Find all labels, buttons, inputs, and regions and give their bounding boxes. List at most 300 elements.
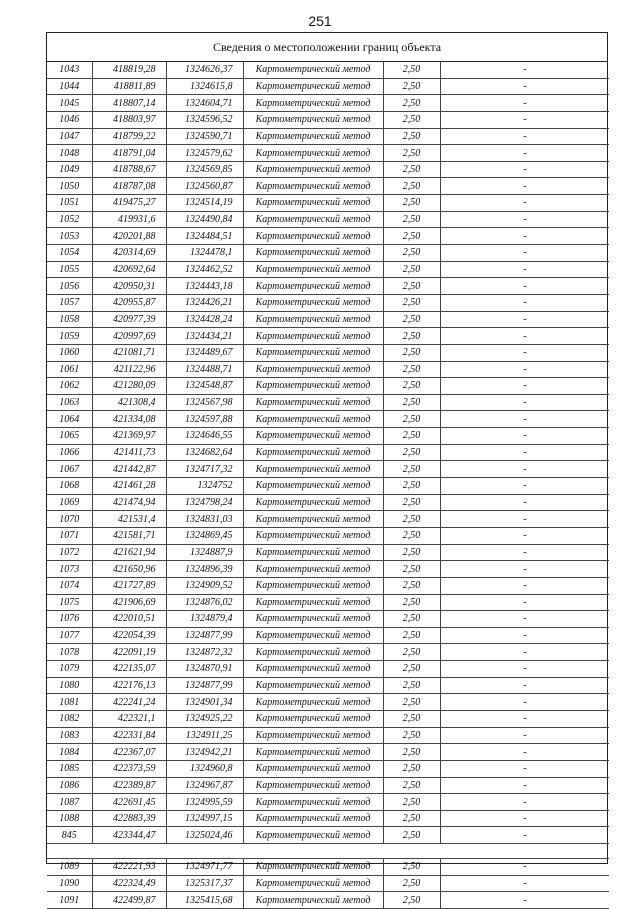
- precision-cell: 2,50: [383, 361, 440, 378]
- description-cell: -: [440, 494, 609, 511]
- precision-cell: 2,50: [383, 694, 440, 711]
- table-row: [47, 361, 609, 378]
- description-cell: -: [440, 627, 609, 644]
- method-cell: Картометрический метод: [243, 892, 383, 909]
- point-number-cell: 1065: [47, 428, 92, 445]
- description-cell: -: [440, 644, 609, 661]
- method-cell: Картометрический метод: [243, 278, 383, 295]
- description-cell: -: [440, 810, 609, 827]
- y-coordinate-cell: 1325024,46: [166, 827, 243, 844]
- point-number-cell: 1083: [47, 727, 92, 744]
- point-number-cell: 1045: [47, 95, 92, 112]
- point-number-cell: 1081: [47, 694, 92, 711]
- precision-cell: 2,50: [383, 95, 440, 112]
- description-cell: -: [440, 394, 609, 411]
- point-number-cell: 845: [47, 827, 92, 844]
- point-number-cell: 1057: [47, 294, 92, 311]
- description-cell: -: [440, 777, 609, 794]
- method-cell: Картометрический метод: [243, 78, 383, 95]
- precision-cell: 2,50: [383, 527, 440, 544]
- method-cell: Картометрический метод: [243, 694, 383, 711]
- description-cell: -: [440, 195, 609, 212]
- y-coordinate-cell: 1324831,03: [166, 511, 243, 528]
- description-cell: -: [440, 511, 609, 528]
- table-row: [47, 777, 609, 794]
- y-coordinate-cell: 1324615,8: [166, 78, 243, 95]
- precision-cell: 2,50: [383, 461, 440, 478]
- method-cell: Картометрический метод: [243, 859, 383, 876]
- table-row: [47, 311, 609, 328]
- x-coordinate-cell: 422054,39: [92, 627, 166, 644]
- description-cell: -: [440, 727, 609, 744]
- method-cell: Картометрический метод: [243, 727, 383, 744]
- point-number-cell: 1044: [47, 78, 92, 95]
- table-row: [47, 760, 609, 777]
- method-cell: Картометрический метод: [243, 611, 383, 628]
- y-coordinate-cell: 1324478,1: [166, 245, 243, 262]
- coordinates-table-body: [47, 62, 609, 909]
- x-coordinate-cell: 421581,71: [92, 527, 166, 544]
- y-coordinate-cell: 1324872,32: [166, 644, 243, 661]
- description-cell: -: [440, 527, 609, 544]
- table-row: [47, 627, 609, 644]
- description-cell: -: [440, 661, 609, 678]
- method-cell: Картометрический метод: [243, 245, 383, 262]
- x-coordinate-cell: 418819,28: [92, 62, 166, 78]
- precision-cell: 2,50: [383, 611, 440, 628]
- point-number-cell: 1051: [47, 195, 92, 212]
- gap-cell: [47, 844, 609, 859]
- y-coordinate-cell: 1324911,25: [166, 727, 243, 744]
- x-coordinate-cell: 422883,39: [92, 810, 166, 827]
- method-cell: Картометрический метод: [243, 95, 383, 112]
- y-coordinate-cell: 1324569,85: [166, 161, 243, 178]
- table-row: [47, 62, 609, 78]
- precision-cell: 2,50: [383, 411, 440, 428]
- precision-cell: 2,50: [383, 444, 440, 461]
- description-cell: -: [440, 111, 609, 128]
- table-row: [47, 111, 609, 128]
- y-coordinate-cell: 1324597,88: [166, 411, 243, 428]
- x-coordinate-cell: 418799,22: [92, 128, 166, 145]
- y-coordinate-cell: 1324870,91: [166, 661, 243, 678]
- method-cell: Картометрический метод: [243, 494, 383, 511]
- point-number-cell: 1073: [47, 561, 92, 578]
- y-coordinate-cell: 1324590,71: [166, 128, 243, 145]
- precision-cell: 2,50: [383, 394, 440, 411]
- precision-cell: 2,50: [383, 661, 440, 678]
- method-cell: Картометрический метод: [243, 644, 383, 661]
- y-coordinate-cell: 1324960,8: [166, 760, 243, 777]
- description-cell: -: [440, 78, 609, 95]
- precision-cell: 2,50: [383, 727, 440, 744]
- description-cell: -: [440, 710, 609, 727]
- method-cell: Картометрический метод: [243, 344, 383, 361]
- table-gap-row: [47, 844, 609, 859]
- y-coordinate-cell: 1324426,21: [166, 294, 243, 311]
- precision-cell: 2,50: [383, 62, 440, 78]
- precision-cell: 2,50: [383, 875, 440, 892]
- x-coordinate-cell: 421334,08: [92, 411, 166, 428]
- x-coordinate-cell: 418807,14: [92, 95, 166, 112]
- method-cell: Картометрический метод: [243, 875, 383, 892]
- x-coordinate-cell: 418787,08: [92, 178, 166, 195]
- point-number-cell: 1071: [47, 527, 92, 544]
- x-coordinate-cell: 420997,69: [92, 328, 166, 345]
- description-cell: -: [440, 95, 609, 112]
- precision-cell: 2,50: [383, 892, 440, 909]
- table-row: [47, 859, 609, 876]
- point-number-cell: 1063: [47, 394, 92, 411]
- precision-cell: 2,50: [383, 594, 440, 611]
- method-cell: Картометрический метод: [243, 62, 383, 78]
- y-coordinate-cell: 1324798,24: [166, 494, 243, 511]
- precision-cell: 2,50: [383, 294, 440, 311]
- table-row: [47, 378, 609, 395]
- table-row: [47, 661, 609, 678]
- x-coordinate-cell: 420201,88: [92, 228, 166, 245]
- table-row: [47, 178, 609, 195]
- x-coordinate-cell: 421369,97: [92, 428, 166, 445]
- table-row: [47, 611, 609, 628]
- point-number-cell: 1069: [47, 494, 92, 511]
- x-coordinate-cell: 420314,69: [92, 245, 166, 262]
- precision-cell: 2,50: [383, 810, 440, 827]
- point-number-cell: 1068: [47, 478, 92, 495]
- point-number-cell: 1062: [47, 378, 92, 395]
- table-row: [47, 211, 609, 228]
- method-cell: Картометрический метод: [243, 810, 383, 827]
- point-number-cell: 1074: [47, 577, 92, 594]
- description-cell: -: [440, 461, 609, 478]
- description-cell: -: [440, 892, 609, 909]
- description-cell: -: [440, 128, 609, 145]
- y-coordinate-cell: 1324488,71: [166, 361, 243, 378]
- method-cell: Картометрический метод: [243, 794, 383, 811]
- precision-cell: 2,50: [383, 78, 440, 95]
- x-coordinate-cell: 423344,47: [92, 827, 166, 844]
- x-coordinate-cell: 421461,28: [92, 478, 166, 495]
- table-row: [47, 744, 609, 761]
- x-coordinate-cell: 420955,87: [92, 294, 166, 311]
- table-row: [47, 95, 609, 112]
- precision-cell: 2,50: [383, 344, 440, 361]
- description-cell: -: [440, 361, 609, 378]
- point-number-cell: 1049: [47, 161, 92, 178]
- table-row: [47, 694, 609, 711]
- x-coordinate-cell: 421621,94: [92, 544, 166, 561]
- x-coordinate-cell: 421308,4: [92, 394, 166, 411]
- table-row: [47, 461, 609, 478]
- method-cell: Картометрический метод: [243, 294, 383, 311]
- x-coordinate-cell: 421411,73: [92, 444, 166, 461]
- table-row: [47, 128, 609, 145]
- description-cell: -: [440, 378, 609, 395]
- point-number-cell: 1043: [47, 62, 92, 78]
- point-number-cell: 1087: [47, 794, 92, 811]
- x-coordinate-cell: 421474,94: [92, 494, 166, 511]
- point-number-cell: 1054: [47, 245, 92, 262]
- y-coordinate-cell: 1324876,02: [166, 594, 243, 611]
- precision-cell: 2,50: [383, 111, 440, 128]
- y-coordinate-cell: 1324626,37: [166, 62, 243, 78]
- description-cell: -: [440, 145, 609, 162]
- precision-cell: 2,50: [383, 261, 440, 278]
- y-coordinate-cell: 1324997,15: [166, 810, 243, 827]
- method-cell: Картометрический метод: [243, 128, 383, 145]
- point-number-cell: 1048: [47, 145, 92, 162]
- precision-cell: 2,50: [383, 494, 440, 511]
- table-row: [47, 411, 609, 428]
- method-cell: Картометрический метод: [243, 228, 383, 245]
- y-coordinate-cell: 1324434,21: [166, 328, 243, 345]
- precision-cell: 2,50: [383, 561, 440, 578]
- x-coordinate-cell: 420950,31: [92, 278, 166, 295]
- description-cell: -: [440, 161, 609, 178]
- description-cell: -: [440, 344, 609, 361]
- y-coordinate-cell: 1324443,18: [166, 278, 243, 295]
- method-cell: Картометрический метод: [243, 760, 383, 777]
- x-coordinate-cell: 419931,6: [92, 211, 166, 228]
- coordinates-table: [47, 62, 609, 909]
- y-coordinate-cell: 1324909,52: [166, 577, 243, 594]
- x-coordinate-cell: 421906,69: [92, 594, 166, 611]
- point-number-cell: 1082: [47, 710, 92, 727]
- y-coordinate-cell: 1324967,87: [166, 777, 243, 794]
- description-cell: -: [440, 245, 609, 262]
- method-cell: Картометрический метод: [243, 577, 383, 594]
- x-coordinate-cell: 422010,51: [92, 611, 166, 628]
- precision-cell: 2,50: [383, 511, 440, 528]
- x-coordinate-cell: 421531,4: [92, 511, 166, 528]
- precision-cell: 2,50: [383, 627, 440, 644]
- point-number-cell: 1066: [47, 444, 92, 461]
- description-cell: -: [440, 328, 609, 345]
- precision-cell: 2,50: [383, 311, 440, 328]
- method-cell: Картометрический метод: [243, 311, 383, 328]
- table-title: Сведения о местоположении границ объекта: [47, 33, 607, 62]
- table-row: [47, 344, 609, 361]
- precision-cell: 2,50: [383, 228, 440, 245]
- description-cell: -: [440, 794, 609, 811]
- method-cell: Картометрический метод: [243, 328, 383, 345]
- method-cell: Картометрический метод: [243, 178, 383, 195]
- x-coordinate-cell: 421442,87: [92, 461, 166, 478]
- method-cell: Картометрический метод: [243, 744, 383, 761]
- method-cell: Картометрический метод: [243, 161, 383, 178]
- x-coordinate-cell: 422331,84: [92, 727, 166, 744]
- method-cell: Картометрический метод: [243, 511, 383, 528]
- x-coordinate-cell: 419475,27: [92, 195, 166, 212]
- y-coordinate-cell: 1324462,52: [166, 261, 243, 278]
- x-coordinate-cell: 422221,93: [92, 859, 166, 876]
- method-cell: Картометрический метод: [243, 677, 383, 694]
- method-cell: Картометрический метод: [243, 378, 383, 395]
- description-cell: -: [440, 211, 609, 228]
- y-coordinate-cell: 1324879,4: [166, 611, 243, 628]
- point-number-cell: 1046: [47, 111, 92, 128]
- point-number-cell: 1077: [47, 627, 92, 644]
- table-row: [47, 394, 609, 411]
- y-coordinate-cell: 1325415,68: [166, 892, 243, 909]
- description-cell: -: [440, 478, 609, 495]
- description-cell: -: [440, 411, 609, 428]
- x-coordinate-cell: 421727,89: [92, 577, 166, 594]
- precision-cell: 2,50: [383, 161, 440, 178]
- table-row: [47, 511, 609, 528]
- precision-cell: 2,50: [383, 827, 440, 844]
- y-coordinate-cell: 1324717,32: [166, 461, 243, 478]
- description-cell: -: [440, 611, 609, 628]
- point-number-cell: 1086: [47, 777, 92, 794]
- y-coordinate-cell: 1324752: [166, 478, 243, 495]
- x-coordinate-cell: 422691,45: [92, 794, 166, 811]
- point-number-cell: 1056: [47, 278, 92, 295]
- precision-cell: 2,50: [383, 478, 440, 495]
- y-coordinate-cell: 1324877,99: [166, 627, 243, 644]
- description-cell: -: [440, 859, 609, 876]
- table-row: [47, 278, 609, 295]
- description-cell: -: [440, 875, 609, 892]
- y-coordinate-cell: 1324901,34: [166, 694, 243, 711]
- precision-cell: 2,50: [383, 245, 440, 262]
- precision-cell: 2,50: [383, 378, 440, 395]
- table-row: [47, 294, 609, 311]
- y-coordinate-cell: 1324682,64: [166, 444, 243, 461]
- method-cell: Картометрический метод: [243, 627, 383, 644]
- table-row: [47, 228, 609, 245]
- table-row: [47, 810, 609, 827]
- method-cell: Картометрический метод: [243, 710, 383, 727]
- precision-cell: 2,50: [383, 544, 440, 561]
- precision-cell: 2,50: [383, 644, 440, 661]
- point-number-cell: 1059: [47, 328, 92, 345]
- x-coordinate-cell: 421081,71: [92, 344, 166, 361]
- point-number-cell: 1084: [47, 744, 92, 761]
- x-coordinate-cell: 422324,49: [92, 875, 166, 892]
- table-row: [47, 428, 609, 445]
- point-number-cell: 1067: [47, 461, 92, 478]
- x-coordinate-cell: 421650,96: [92, 561, 166, 578]
- x-coordinate-cell: 418811,89: [92, 78, 166, 95]
- point-number-cell: 1079: [47, 661, 92, 678]
- table-row: [47, 594, 609, 611]
- precision-cell: 2,50: [383, 859, 440, 876]
- precision-cell: 2,50: [383, 794, 440, 811]
- method-cell: Картометрический метод: [243, 411, 383, 428]
- table-row: [47, 527, 609, 544]
- precision-cell: 2,50: [383, 744, 440, 761]
- method-cell: Картометрический метод: [243, 444, 383, 461]
- method-cell: Картометрический метод: [243, 777, 383, 794]
- table-row: [47, 444, 609, 461]
- point-number-cell: 1050: [47, 178, 92, 195]
- table-row: [47, 195, 609, 212]
- table-row: [47, 245, 609, 262]
- y-coordinate-cell: 1324484,51: [166, 228, 243, 245]
- table-row: [47, 875, 609, 892]
- description-cell: -: [440, 594, 609, 611]
- precision-cell: 2,50: [383, 278, 440, 295]
- description-cell: -: [440, 827, 609, 844]
- method-cell: Картометрический метод: [243, 827, 383, 844]
- point-number-cell: 1072: [47, 544, 92, 561]
- precision-cell: 2,50: [383, 428, 440, 445]
- description-cell: -: [440, 294, 609, 311]
- x-coordinate-cell: 422373,59: [92, 760, 166, 777]
- table-row: [47, 827, 609, 844]
- method-cell: Картометрический метод: [243, 394, 383, 411]
- point-number-cell: 1052: [47, 211, 92, 228]
- point-number-cell: 1055: [47, 261, 92, 278]
- table-row: [47, 478, 609, 495]
- method-cell: Картометрический метод: [243, 195, 383, 212]
- precision-cell: 2,50: [383, 145, 440, 162]
- description-cell: -: [440, 261, 609, 278]
- method-cell: Картометрический метод: [243, 594, 383, 611]
- x-coordinate-cell: 420977,39: [92, 311, 166, 328]
- x-coordinate-cell: 422241,24: [92, 694, 166, 711]
- description-cell: -: [440, 278, 609, 295]
- x-coordinate-cell: 422135,07: [92, 661, 166, 678]
- page-number: 251: [308, 13, 332, 29]
- description-cell: -: [440, 561, 609, 578]
- precision-cell: 2,50: [383, 710, 440, 727]
- table-row: [47, 677, 609, 694]
- x-coordinate-cell: 422367,07: [92, 744, 166, 761]
- description-cell: -: [440, 178, 609, 195]
- x-coordinate-cell: 422321,1: [92, 710, 166, 727]
- point-number-cell: 1088: [47, 810, 92, 827]
- x-coordinate-cell: 418803,97: [92, 111, 166, 128]
- method-cell: Картометрический метод: [243, 261, 383, 278]
- method-cell: Картометрический метод: [243, 145, 383, 162]
- point-number-cell: 1085: [47, 760, 92, 777]
- table-row: [47, 161, 609, 178]
- description-cell: -: [440, 428, 609, 445]
- precision-cell: 2,50: [383, 178, 440, 195]
- precision-cell: 2,50: [383, 777, 440, 794]
- point-number-cell: 1078: [47, 644, 92, 661]
- table-row: [47, 727, 609, 744]
- table-row: [47, 328, 609, 345]
- precision-cell: 2,50: [383, 677, 440, 694]
- method-cell: Картометрический метод: [243, 561, 383, 578]
- table-row: [47, 544, 609, 561]
- description-cell: -: [440, 677, 609, 694]
- y-coordinate-cell: 1324646,55: [166, 428, 243, 445]
- x-coordinate-cell: 421280,09: [92, 378, 166, 395]
- table-row: [47, 494, 609, 511]
- y-coordinate-cell: 1324579,62: [166, 145, 243, 162]
- y-coordinate-cell: 1324514,19: [166, 195, 243, 212]
- point-number-cell: 1064: [47, 411, 92, 428]
- y-coordinate-cell: 1324596,52: [166, 111, 243, 128]
- x-coordinate-cell: 422091,19: [92, 644, 166, 661]
- point-number-cell: 1090: [47, 875, 92, 892]
- table-row: [47, 145, 609, 162]
- y-coordinate-cell: 1324604,71: [166, 95, 243, 112]
- x-coordinate-cell: 422389,87: [92, 777, 166, 794]
- point-number-cell: 1075: [47, 594, 92, 611]
- description-cell: -: [440, 444, 609, 461]
- table-row: [47, 710, 609, 727]
- y-coordinate-cell: 1324942,21: [166, 744, 243, 761]
- point-number-cell: 1070: [47, 511, 92, 528]
- y-coordinate-cell: 1324428,24: [166, 311, 243, 328]
- precision-cell: 2,50: [383, 577, 440, 594]
- point-number-cell: 1047: [47, 128, 92, 145]
